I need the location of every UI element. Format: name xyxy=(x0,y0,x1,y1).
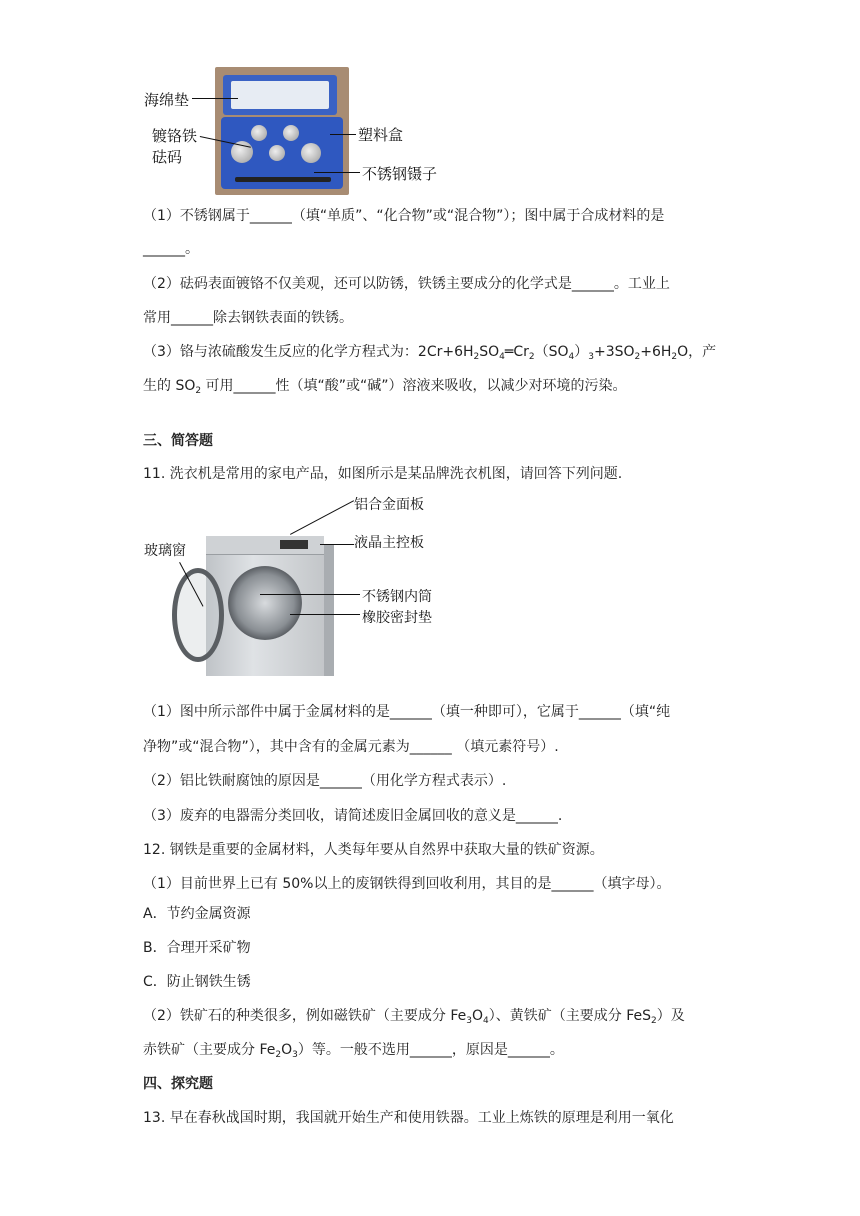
control-panel-shape xyxy=(206,536,324,555)
label-weight-line2: 砝码 xyxy=(152,148,183,166)
q10-part2-cont: 常用______除去钢铁表面的铁锈。 xyxy=(143,310,353,326)
label-sponge: 海绵垫 xyxy=(144,91,190,109)
section-heading-3: 三、简答题 xyxy=(143,433,213,449)
label-tweezers: 不锈钢镊子 xyxy=(362,165,438,183)
leader-line xyxy=(290,500,354,535)
leader-line xyxy=(192,98,238,99)
q12-stem: 12. 钢铁是重要的金属材料，人类每年要从自然界中获取大量的铁矿资源。 xyxy=(143,842,604,858)
q10-part3: （3）铬与浓硫酸发生反应的化学方程式为：$2Cr+6H_2SO_4═Cr_2(SO_4)_3+3SO_2+6H_2O$，产 xyxy=(143,344,717,362)
q12-option-c: C．防止钢铁生锈 xyxy=(143,974,251,990)
tweezers-shape xyxy=(235,177,331,182)
q10-part3-cont: 生的 $SO_2$ 可用______性（填“酸”或“碱”）溶液来吸收，以减少对环境的污染。 xyxy=(143,378,627,396)
leader-line xyxy=(260,594,360,595)
weights-box-figure xyxy=(140,60,450,198)
glass-door-shape xyxy=(172,568,224,662)
q12-part1: （1）目前世界上已有 50%以上的废钢铁得到回收利用，其目的是______（填字母）。 xyxy=(143,876,671,892)
q12-option-a: A．节约金属资源 xyxy=(143,906,251,922)
leader-line xyxy=(290,614,360,615)
weight-piece xyxy=(301,143,321,163)
label-glass: 玻璃窗 xyxy=(144,543,186,559)
q11-stem: 11. 洗衣机是常用的家电产品，如图所示是某品牌洗衣机图，请回答下列问题. xyxy=(143,466,623,482)
q11-part2: （2）铝比铁耐腐蚀的原因是______（用化学方程式表示）. xyxy=(143,773,507,789)
box-base xyxy=(221,117,343,189)
label-weight-line1: 镀铬铁 xyxy=(152,127,198,145)
box-lid xyxy=(223,75,337,115)
drum-shape xyxy=(228,566,302,640)
leader-line xyxy=(330,134,356,135)
weight-piece xyxy=(251,125,267,141)
q12-part2: （2）铁矿石的种类很多，例如磁铁矿（主要成分 $Fe_3O_4$）、黄铁矿（主要成分 FeS$_2$）及 xyxy=(143,1008,685,1026)
leader-line xyxy=(314,172,360,173)
washing-machine-side xyxy=(324,544,334,676)
label-drum: 不锈钢内筒 xyxy=(362,589,432,605)
lcd-display-shape xyxy=(280,540,308,549)
sponge-pad xyxy=(231,81,329,109)
q10-part1-cont: ______。 xyxy=(143,241,199,257)
label-seal: 橡胶密封垫 xyxy=(362,610,432,626)
weight-piece xyxy=(283,125,299,141)
q11-part3: （3）废弃的电器需分类回收，请简述废旧金属回收的意义是______. xyxy=(143,808,563,824)
washing-machine-figure xyxy=(140,492,440,682)
leader-line xyxy=(320,544,354,545)
q13-stem: 13. 早在春秋战国时期，我国就开始生产和使用铁器。工业上炼铁的原理是利用一氧化 xyxy=(143,1110,674,1126)
q11-part1-cont: 净物”或“混合物”），其中含有的金属元素为______ （填元素符号）. xyxy=(143,739,559,755)
q11-part1: （1）图中所示部件中属于金属材料的是______（填一种即可），它属于______（填“纯 xyxy=(143,704,671,720)
q10-part2: （2）砝码表面镀铬不仅美观，还可以防锈，铁锈主要成分的化学式是______。工业上 xyxy=(143,276,670,292)
q12-part2-cont: 赤铁矿（主要成分 $Fe_2O_3$）等。一般不选用______，原因是______。 xyxy=(143,1042,564,1060)
label-plastic-box: 塑料盒 xyxy=(358,126,404,144)
q10-part1: （1）不锈钢属于______（填“单质”、“化合物”或“混合物”）；图中属于合成材料的是 xyxy=(143,208,665,224)
label-lcd: 液晶主控板 xyxy=(354,535,424,551)
weights-box-photo xyxy=(215,67,349,195)
label-panel: 铝合金面板 xyxy=(354,497,424,513)
q12-option-b: B．合理开采矿物 xyxy=(143,940,251,956)
section-heading-4: 四、探究题 xyxy=(143,1076,213,1092)
weight-piece xyxy=(269,145,285,161)
washing-machine-body xyxy=(206,536,324,676)
